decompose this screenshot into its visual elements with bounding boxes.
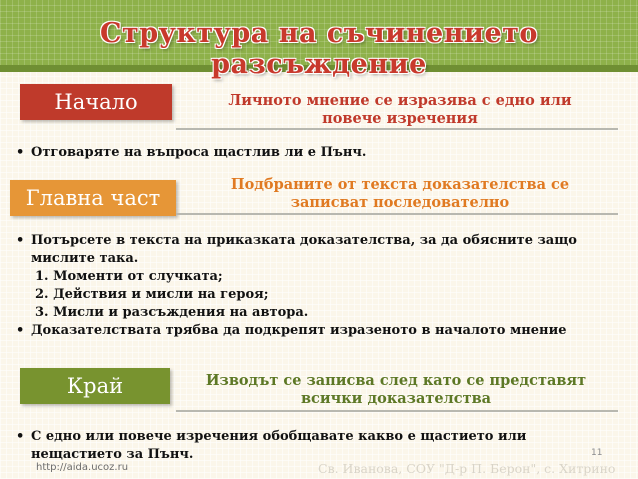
heading-line: Личното мнение се изразява с едно или xyxy=(228,92,572,109)
section-heading-end xyxy=(178,372,614,408)
bullet-item: • Доказателствата трябва да подкрепят изразеното в началото мнение xyxy=(16,323,567,338)
slide-title: Структура на съчинението разсъждение xyxy=(100,18,538,80)
heading-line: записват последователно xyxy=(290,194,510,211)
bullet-list-end xyxy=(16,428,616,464)
bullet-text: С едно или повече изречения обобщавате какво е щастието или xyxy=(31,429,527,444)
numbered-item: 2. Действия и мисли на героя; xyxy=(35,287,269,302)
footer-link[interactable]: http://aida.ucoz.ru xyxy=(36,462,129,473)
section-heading-main-part xyxy=(190,176,610,212)
heading-line: Подбраните от текста доказателства се xyxy=(230,176,570,193)
section-tag-end: Край xyxy=(20,368,170,404)
numbered-item: 3. Мисли и разсъждения на автора. xyxy=(35,305,309,320)
section-tag-main-part: Главна част xyxy=(10,180,176,216)
numbered-item: 1. Моменти от случката; xyxy=(35,269,223,284)
section-divider xyxy=(176,213,618,215)
section-divider xyxy=(176,128,618,130)
section-heading-beginning xyxy=(190,92,610,128)
bullet-text: Потърсете в текста на приказката доказателства, за да обясните защо xyxy=(31,233,577,248)
bullet-list-beginning xyxy=(16,144,616,162)
heading-line: Изводът се записва след като се представят xyxy=(205,372,587,389)
bullet-list-main-part xyxy=(16,232,616,340)
section-tag-beginning: Начало xyxy=(20,84,172,120)
bullet-item: • С едно или повече изречения обобщавате какво е щастието или нещастието за Пънч. xyxy=(16,428,616,464)
footer-author: Св. Иванова, СОУ "Д-р П. Берон", с. Хитрино xyxy=(318,461,616,476)
heading-line: повече изречения xyxy=(322,110,478,127)
bullet-text: Отговаряте на въпроса щастлив ли е Пънч. xyxy=(31,145,367,160)
heading-line: всички доказателства xyxy=(300,390,492,407)
bullet-item: • Потърсете в текста на приказката доказателства, за да обясните защо мислите така. xyxy=(16,232,616,268)
bullet-item: • Отговаряте на въпроса щастлив ли е Пънч. xyxy=(16,145,367,160)
section-divider xyxy=(176,410,618,412)
page-number: 11 xyxy=(591,448,603,458)
bullet-text: нещастието за Пънч. xyxy=(31,447,194,462)
bullet-text: Доказателствата трябва да подкрепят изразеното в началото мнение xyxy=(31,323,567,338)
bullet-text: мислите така. xyxy=(31,251,139,266)
